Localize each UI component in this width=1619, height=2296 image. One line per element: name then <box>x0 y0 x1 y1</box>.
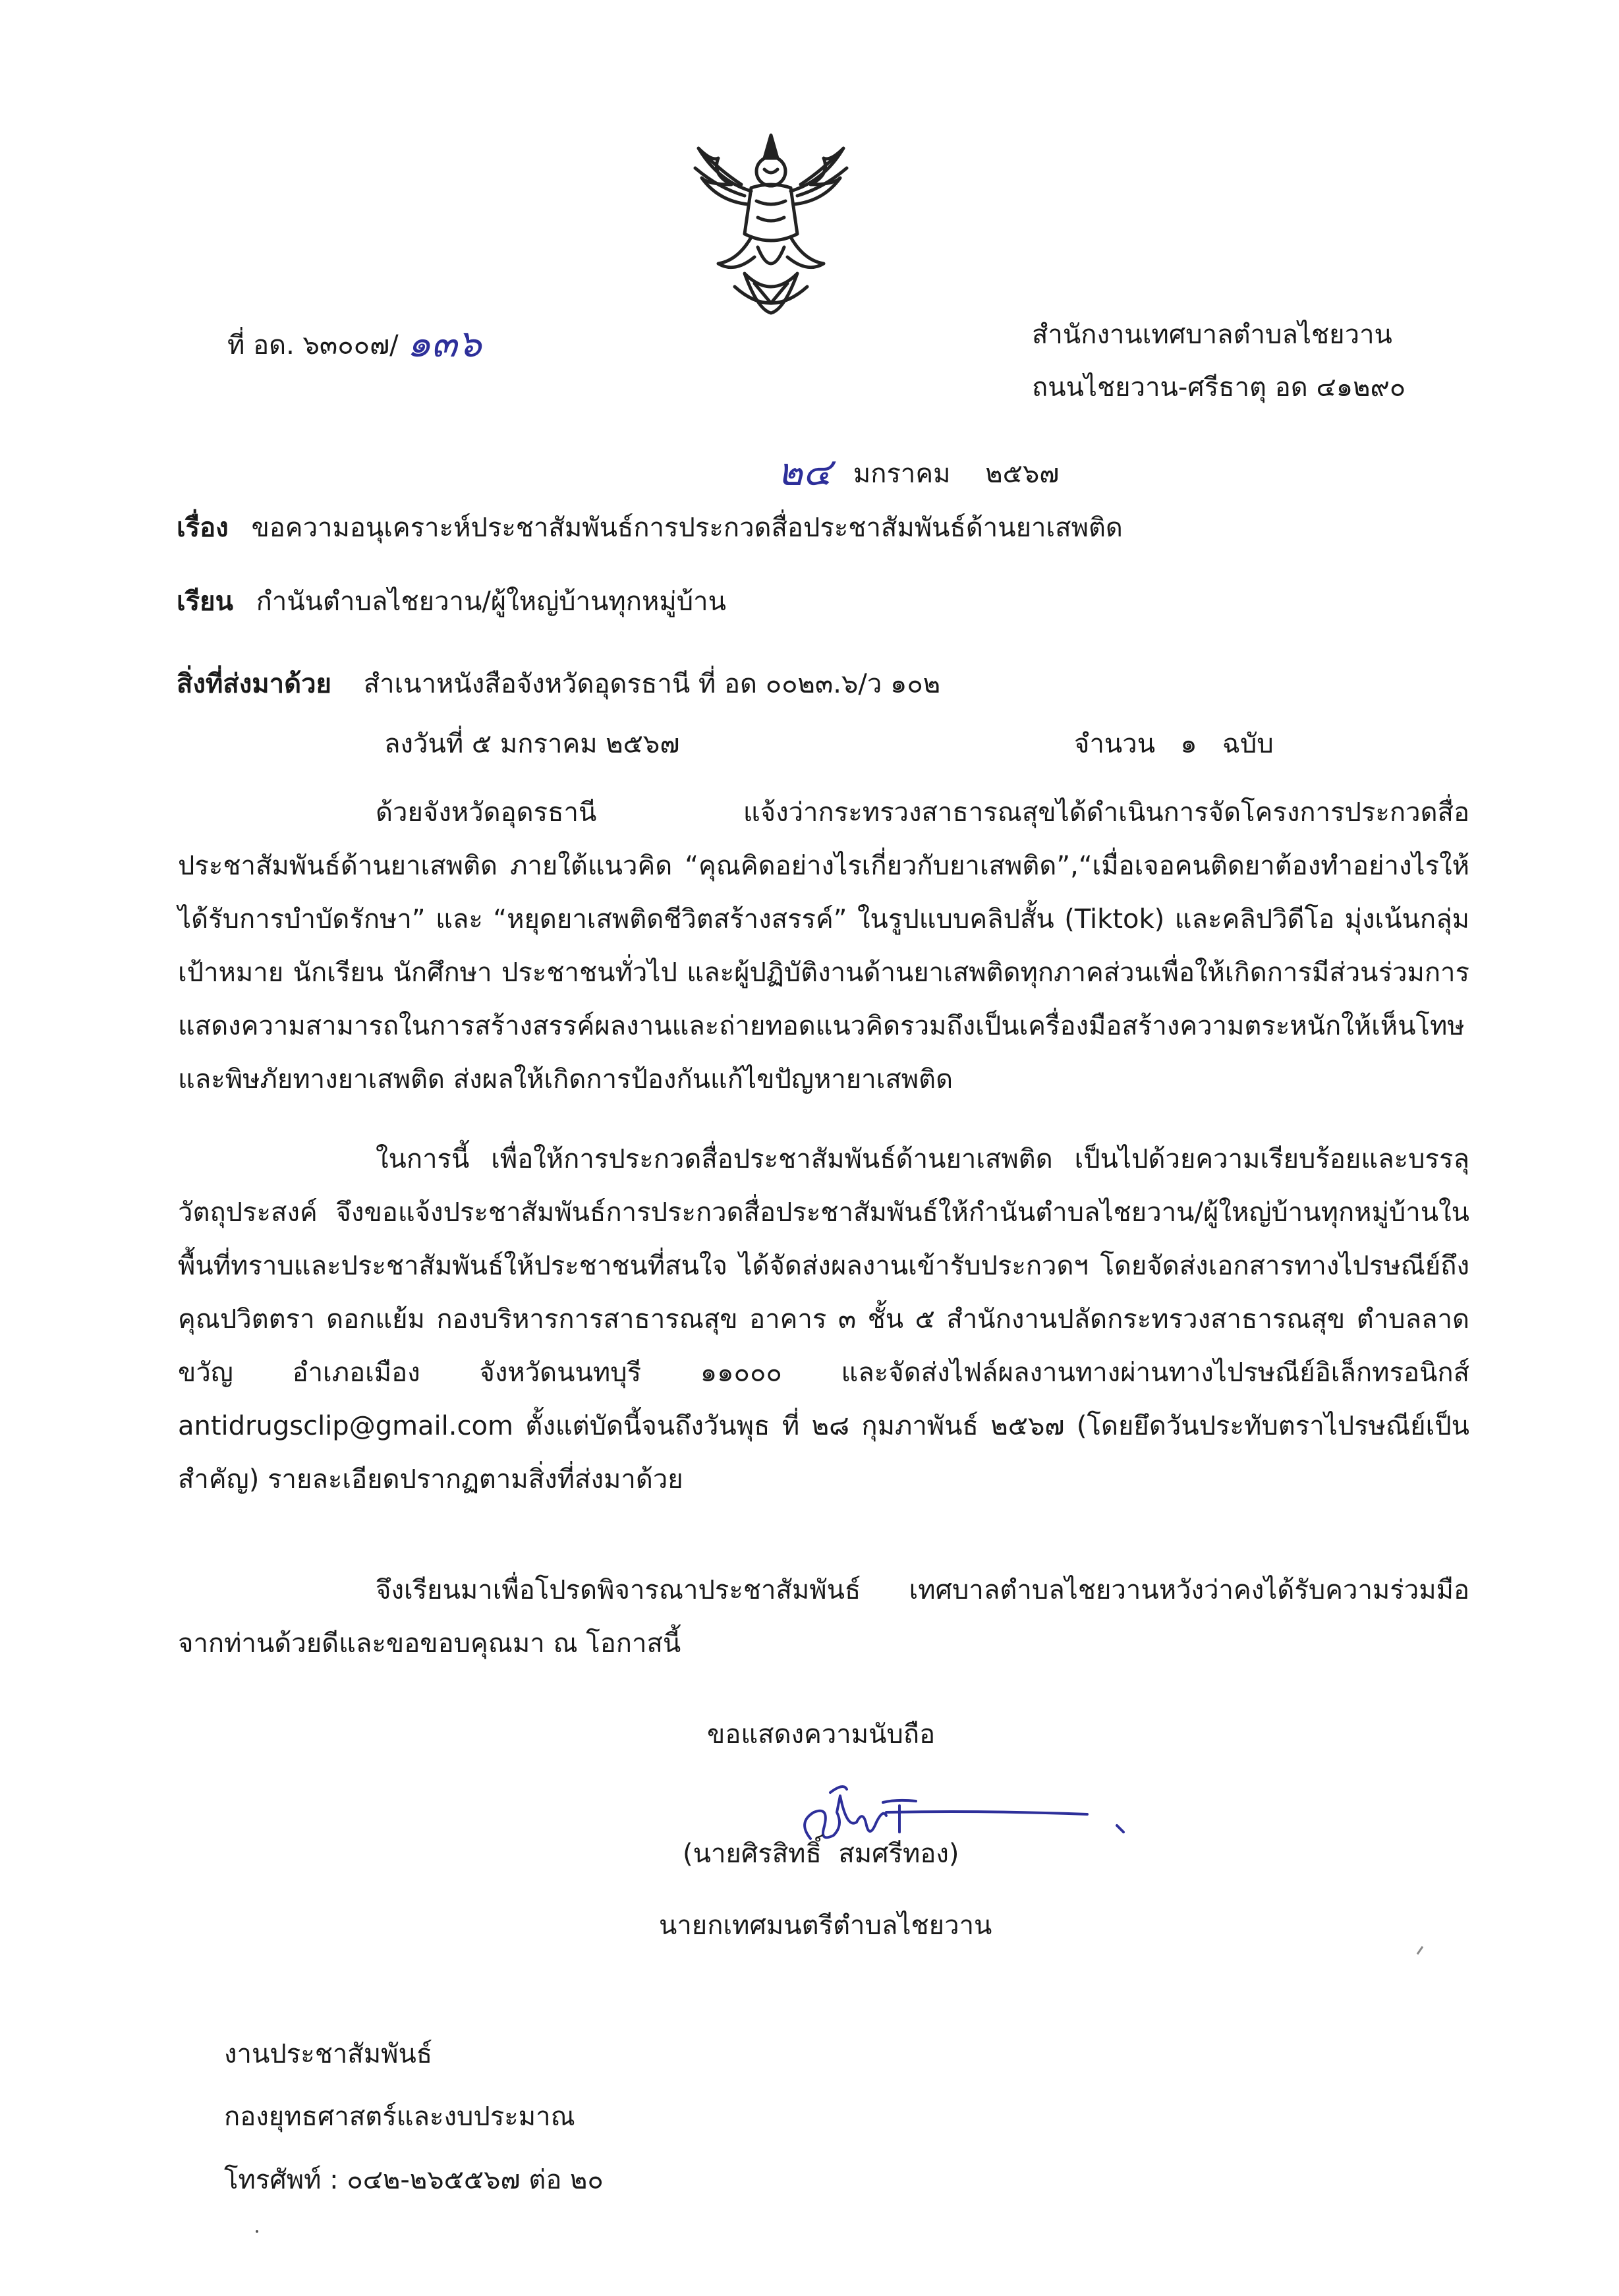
enclosure-text: สำเนาหนังสือจังหวัดอุดรธานี ที่ อด ๐๐๒๓.๖/ว ๑๐๒ <box>363 669 941 699</box>
paragraph-3-text: จึงเรียนมาเพื่อโปรดพิจารณาประชาสัมพันธ์ เทศบาลตำบลไชยวานหวังว่าคงได้รับความร่วมมือจากท่านด้วยดีและขอขอบคุณมา ณ โอกาสนี้ <box>178 1575 1469 1659</box>
reference-prefix: ที่ อด. ๖๓๐๐๗/ <box>227 330 399 360</box>
recipient-line <box>177 588 726 615</box>
footer-division: กองยุทธศาสตร์และงบประมาณ <box>224 2102 575 2132</box>
enclosure-label: สิ่งที่ส่งมาด้วย <box>177 669 331 699</box>
letter-date <box>778 449 1060 494</box>
body-paragraph-3 <box>178 1564 1469 1671</box>
scan-mark <box>1417 1946 1423 1955</box>
scan-dot <box>256 2230 258 2233</box>
date-month: มกราคม <box>853 459 951 489</box>
enclosure-date: ลงวันที่ ๕ มกราคม ๒๕๖๗ <box>384 729 680 759</box>
footer-department: งานประชาสัมพันธ์ <box>224 2039 433 2069</box>
recipient-label: เรียน <box>177 587 233 617</box>
footer-phone: โทรศัพท์ : ๐๔๒-๒๖๕๕๖๗ ต่อ ๒๐ <box>224 2165 604 2195</box>
recipient-text: กำนันตำบลไชยวาน/ผู้ใหญ่บ้านทุกหมู่บ้าน <box>256 587 726 617</box>
garuda-emblem-icon <box>672 122 870 320</box>
paragraph-1-text: ด้วยจังหวัดอุดรธานี แจ้งว่ากระทรวงสาธารณสุขได้ดำเนินการจัดโครงการประกวดสื่อประชาสัมพันธ์ด้านยาเสพติด ภายใต้แนวคิด “คุณคิดอย่างไรเกี่ยวกับยาเสพติด”,“เมื่อเจอคนติดยาต้องทำอย่างไรให้ได้รับการบำบัดรักษา” และ “หยุดยาเสพติดชีวิตสร้างสรรค์” ในรูปแบบคลิปสั้น (Tiktok) และคลิปวิดีโอ มุ่งเน้นกลุ่มเป้าหมาย นักเรียน นักศึกษา ประชาชนทั่วไป และผู้ปฏิบัติงานด้านยาเสพติดทุกภาคส่วนเพื่อให้เกิดการมีส่วนร่วมการแสดงความสามารถในการสร้างสรรค์ผลงานและถ่ายทอดแนวคิดรวมถึงเป็นเครื่องมือสร้างความตระหนักให้เห็นโทษและพิษภัยทางยาเสพติด ส่งผลให้เกิดการป้องกันแก้ไขปัญหายาเสพติด <box>178 797 1469 1095</box>
reference-number <box>227 321 482 366</box>
office-name: สำนักงานเทศบาลตำบลไชยวาน <box>1032 320 1392 350</box>
closing-salutation: ขอแสดงความนับถือ <box>707 1719 936 1750</box>
enclosure-count: จำนวน ๑ ฉบับ <box>1074 729 1274 759</box>
date-year: ๒๕๖๗ <box>985 459 1060 489</box>
paragraph-2-text: ในการนี้ เพื่อให้การประกวดสื่อประชาสัมพันธ์ด้านยาเสพติด เป็นไปด้วยความเรียบร้อยและบรรลุวัตถุประสงค์ จึงขอแจ้งประชาสัมพันธ์การประกวดสื่อประชาสัมพันธ์ให้กำนันตำบลไชยวาน/ผู้ใหญ่บ้านทุกหมู่บ้านในพื้นที่ทราบและประชาสัมพันธ์ให้ประชาชนที่สนใจ ได้จัดส่งผลงานเข้ารับประกวดฯ โดยจัดส่งเอกสารทางไปรษณีย์ถึงคุณปวิตตรา ดอกแย้ม กองบริหารการสาธารณสุข อาคาร ๓ ชั้น ๕ สำนักงานปลัดกระทรวงสาธารณสุข ตำบลลาดขวัญ อำเภอเมือง จังหวัดนนทบุรี ๑๑๐๐๐ และจัดส่งไฟล์ผลงานทางผ่านทางไปรษณีย์อิเล็กทรอนิกส์ antidrugsclip@gmail.com ตั้งแต่บัดนี้จนถึงวันพุธ ที่ ๒๘ กุมภาพันธ์ ๒๕๖๗ (โดยยึดวันประทับตราไปรษณีย์เป็นสำคัญ) รายละเอียดปรากฏตามสิ่งที่ส่งมาด้วย <box>178 1144 1469 1495</box>
subject-line <box>177 515 1123 541</box>
subject-text: ขอความอนุเคราะห์ประชาสัมพันธ์การประกวดสื่อประชาสัมพันธ์ด้านยาเสพติด <box>251 513 1123 543</box>
subject-label: เรื่อง <box>177 513 229 543</box>
body-paragraph-1 <box>178 786 1469 1106</box>
office-address: ถนนไชยวาน-ศรีธาตุ อด ๔๑๒๙๐ <box>1032 372 1406 403</box>
enclosure-line <box>177 671 940 697</box>
reference-number-handwritten: ๑๓๖ <box>407 321 482 366</box>
signer-title: นายกเทศมนตรีตำบลไชยวาน <box>659 1910 992 1941</box>
body-paragraph-2 <box>178 1133 1469 1507</box>
signer-name: (นายศิรสิทธิ์ สมศรีทอง) <box>683 1839 959 1869</box>
date-day-handwritten: ๒๔ <box>778 449 832 494</box>
